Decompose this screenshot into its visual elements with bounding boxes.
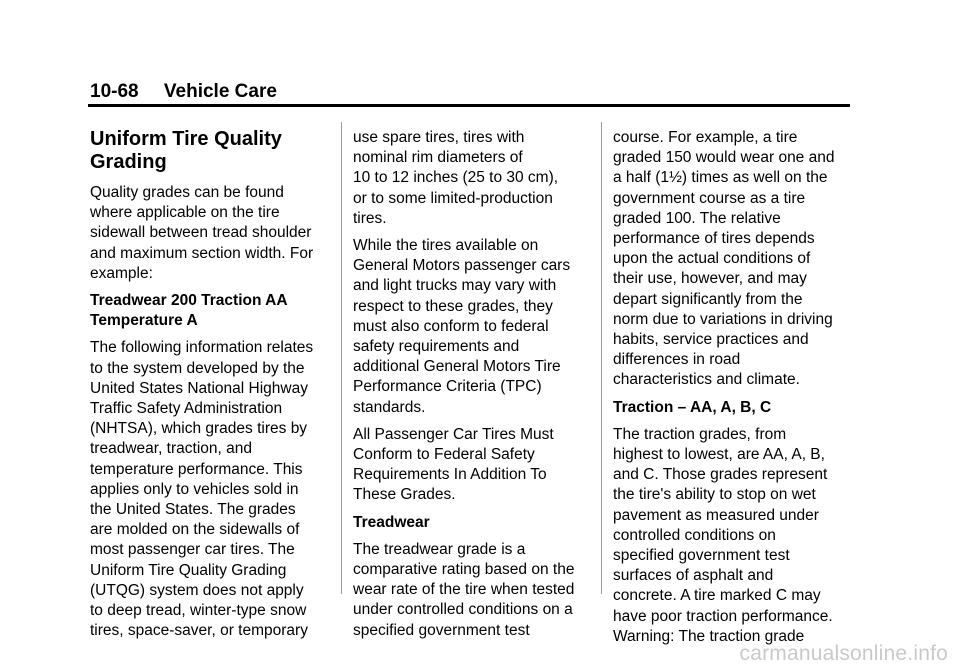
- section-heading: Uniform Tire Quality Grading: [90, 128, 282, 173]
- watermark: carmanualsonline.info: [739, 642, 948, 665]
- grade-example: Treadwear 200 Traction AA Temperature A: [90, 292, 288, 330]
- column-1: [90, 128, 335, 648]
- paragraph: use spare tires, tires with nominal rim diameters of 10 to 12 inches (25 to 30 cm), or to some limited-production tires.: [353, 129, 559, 227]
- subheading-traction: Traction – AA, A, B, C: [613, 398, 772, 416]
- paragraph: The treadwear grade is a comparative rating based on the wear rate of the tire when tested under controlled conditions on a specified government test: [353, 540, 575, 639]
- column-2: [353, 128, 598, 648]
- paragraph: All Passenger Car Tires Must Conform to Federal Safety Requirements In Addition To These Grades.: [353, 425, 554, 504]
- page-header: [90, 81, 277, 103]
- paragraph: While the tires available on General Motors passenger cars and light trucks may vary with respect to these grades, they must also conform to federal safety requirements and additional General Motors Tire Performance Criteria (TPC) standards.: [353, 237, 571, 416]
- paragraph: course. For example, a tire graded 150 would wear one and a half (1½) times as well on the government course as a tire graded 100. The relative performance of tires depends upon the actual conditions of their use, however, and may depart significantly from the norm due to variations in driving habits, service practices and differences in road characteristics and climate.: [613, 129, 835, 389]
- column-divider: [341, 122, 342, 594]
- page-number: 10-68: [90, 81, 139, 102]
- paragraph: Quality grades can be found where applicable on the tire sidewall between tread shoulder and maximum section width. For example:: [90, 184, 314, 282]
- section-title: Vehicle Care: [163, 81, 277, 102]
- column-3: [613, 128, 858, 654]
- column-divider: [601, 122, 602, 594]
- paragraph: The following information relates to the system developed by the United States National Highway Traffic Safety Administration (NHTSA), which grades tires by treadwear, traction, and temperature performance. This applies only to vehicles sold in the United States. The grades are molded on the sidewalls of most passenger car tires. The Uniform Tire Quality Grading (UTQG) system does not apply to deep tread, winter-type snow tires, space-saver, or temporary: [90, 339, 314, 640]
- subheading-treadwear: Treadwear: [353, 513, 430, 531]
- paragraph: The traction grades, from highest to lowest, are AA, A, B, and C. Those grades represent the tire's ability to stop on wet pavement as measured under controlled conditions on specified government test surfaces of asphalt and concrete. A tire marked C may have poor traction performance. Warning: The traction grade: [613, 425, 833, 645]
- header-rule: [88, 104, 850, 107]
